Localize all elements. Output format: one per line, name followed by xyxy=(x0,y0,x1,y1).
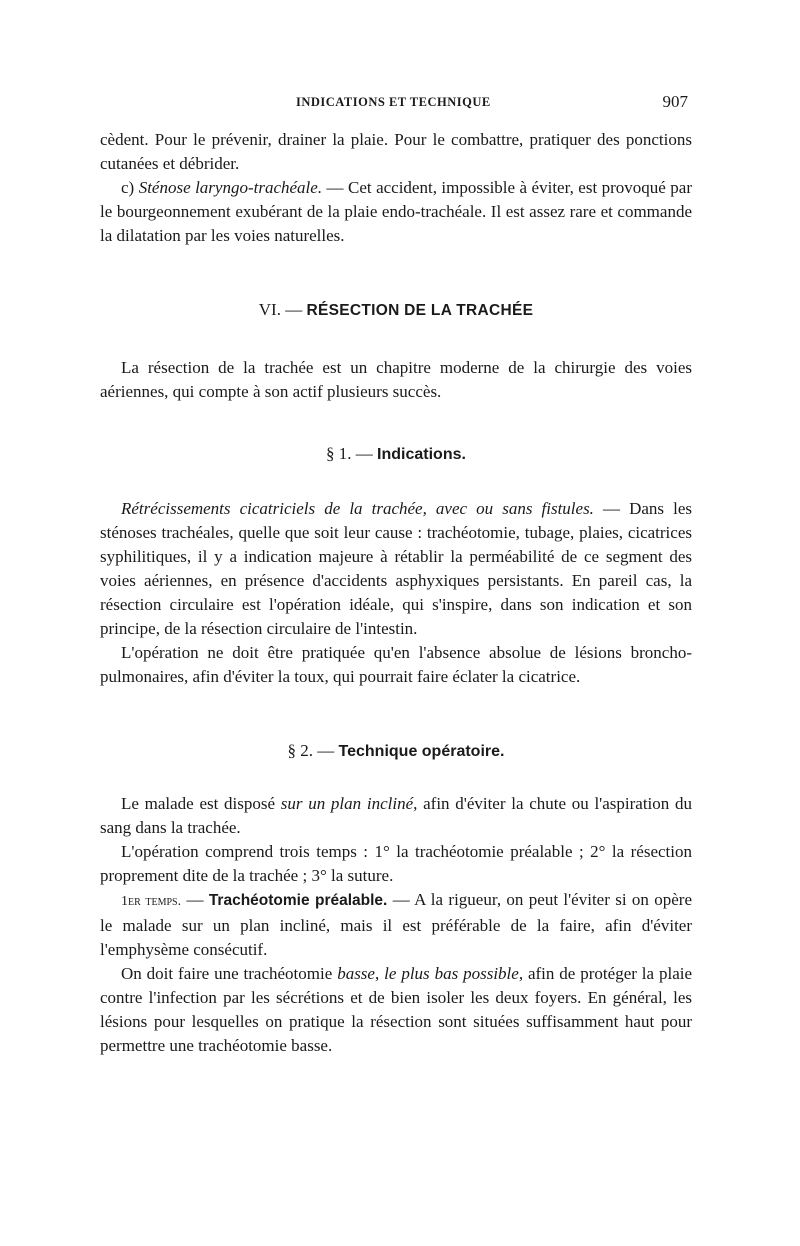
running-title: INDICATIONS ET TECHNIQUE xyxy=(296,95,491,109)
paragraph-text: — Cet accident, impossible à éviter, est provoqué par le bourgeonnement exubérant de la plaie endo-trachéale. Il est assez rare et commande la dilatation par les voies naturelles. xyxy=(100,178,692,245)
paragraph-text: La résection de la trachée est un chapitre moderne de la chirurgie des voies aériennes, qui compte à son actif plusieurs succès. xyxy=(100,358,692,401)
subsection-number: § 1. — xyxy=(326,444,378,463)
subsection-number: § 2. — xyxy=(287,741,339,760)
text-run-italic: basse xyxy=(337,964,375,983)
section-title: RÉSECTION DE LA TRACHÉE xyxy=(306,302,534,319)
page-body xyxy=(100,128,692,1058)
text-run: Le malade est disposé xyxy=(121,794,281,813)
text-run: , afin d'éviter la chute ou l'aspiration du sang dans la trachée. xyxy=(100,794,692,837)
paragraph-tracheotomie-basse xyxy=(100,962,692,1058)
item-label: c) xyxy=(121,178,135,197)
item-title: Sténose laryngo-trachéale. xyxy=(138,178,323,197)
paragraph-text: cèdent. Pour le prévenir, drainer la plaie. Pour le combattre, pratiquer des ponctions cutanées et débrider. xyxy=(100,130,692,173)
paragraph-contraindication xyxy=(100,641,692,689)
subsection-title: Technique opératoire. xyxy=(338,743,505,760)
text-run-italic: le plus bas possible xyxy=(384,964,519,983)
paragraph-continuation xyxy=(100,128,692,176)
text-run: , xyxy=(374,964,385,983)
paragraph-text: — Dans les sténoses trachéales, quelle que soit leur cause : trachéotomie, tubage, plaies, cicatrices syphilitiques, il y a indication majeure à rétablir la perméabilité de ce segment des voies aériennes, en présence d'accidents asphyxiques persistants. En pareil cas, la résection circulaire est l'opération idéale, qui s'inspire, dans son indication et son principe, de la résection circulaire de l'intestin. xyxy=(100,499,692,638)
text-run-italic: sur un plan incliné xyxy=(280,794,414,813)
subsection-heading-indications xyxy=(100,442,692,467)
paragraph-retrecissements xyxy=(100,497,692,641)
step-label: 1er temps. xyxy=(121,894,182,909)
section-number: VI. — xyxy=(258,300,307,319)
paragraph-position xyxy=(100,792,692,840)
subsection-heading-technique xyxy=(100,739,692,764)
paragraph-intro xyxy=(100,356,692,404)
text-run: , afin de protéger la plaie contre l'infection par les sécrétions et de bien isoler les deux foyers. En général, les lésions pour lesquelles on pratique la résection sont situées suffisamment haut pour permettre une trachéotomie basse. xyxy=(100,964,693,1055)
item-title: Rétrécissements cicatriciels de la trachée, avec ou sans fistules. xyxy=(121,499,594,518)
paragraph-temps xyxy=(100,840,692,888)
paragraph-text: L'opération ne doit être pratiquée qu'en l'absence absolue de lésions broncho-pulmonaires, afin d'éviter la toux, qui pourrait faire éclater la cicatrice. xyxy=(100,643,692,686)
paragraph-text: L'opération comprend trois temps : 1° la trachéotomie préalable ; 2° la résection proprement dite de la trachée ; 3° la suture. xyxy=(100,842,692,885)
step-title: Trachéotomie préalable. xyxy=(208,892,388,909)
paragraph-text: — A la rigueur, on peut l'éviter si on opère le malade sur un plan incliné, mais il est préférable de la faire, afin d'éviter l'emphysème consécutif. xyxy=(100,890,692,959)
paragraph-stenose xyxy=(100,176,692,248)
subsection-title: Indications. xyxy=(377,446,466,463)
running-head xyxy=(100,92,692,114)
section-heading xyxy=(100,298,692,323)
page-number: 907 xyxy=(662,92,688,111)
paragraph-premier-temps xyxy=(100,888,692,962)
text-run: — xyxy=(181,890,209,909)
text-run: On doit faire une trachéotomie xyxy=(121,964,338,983)
